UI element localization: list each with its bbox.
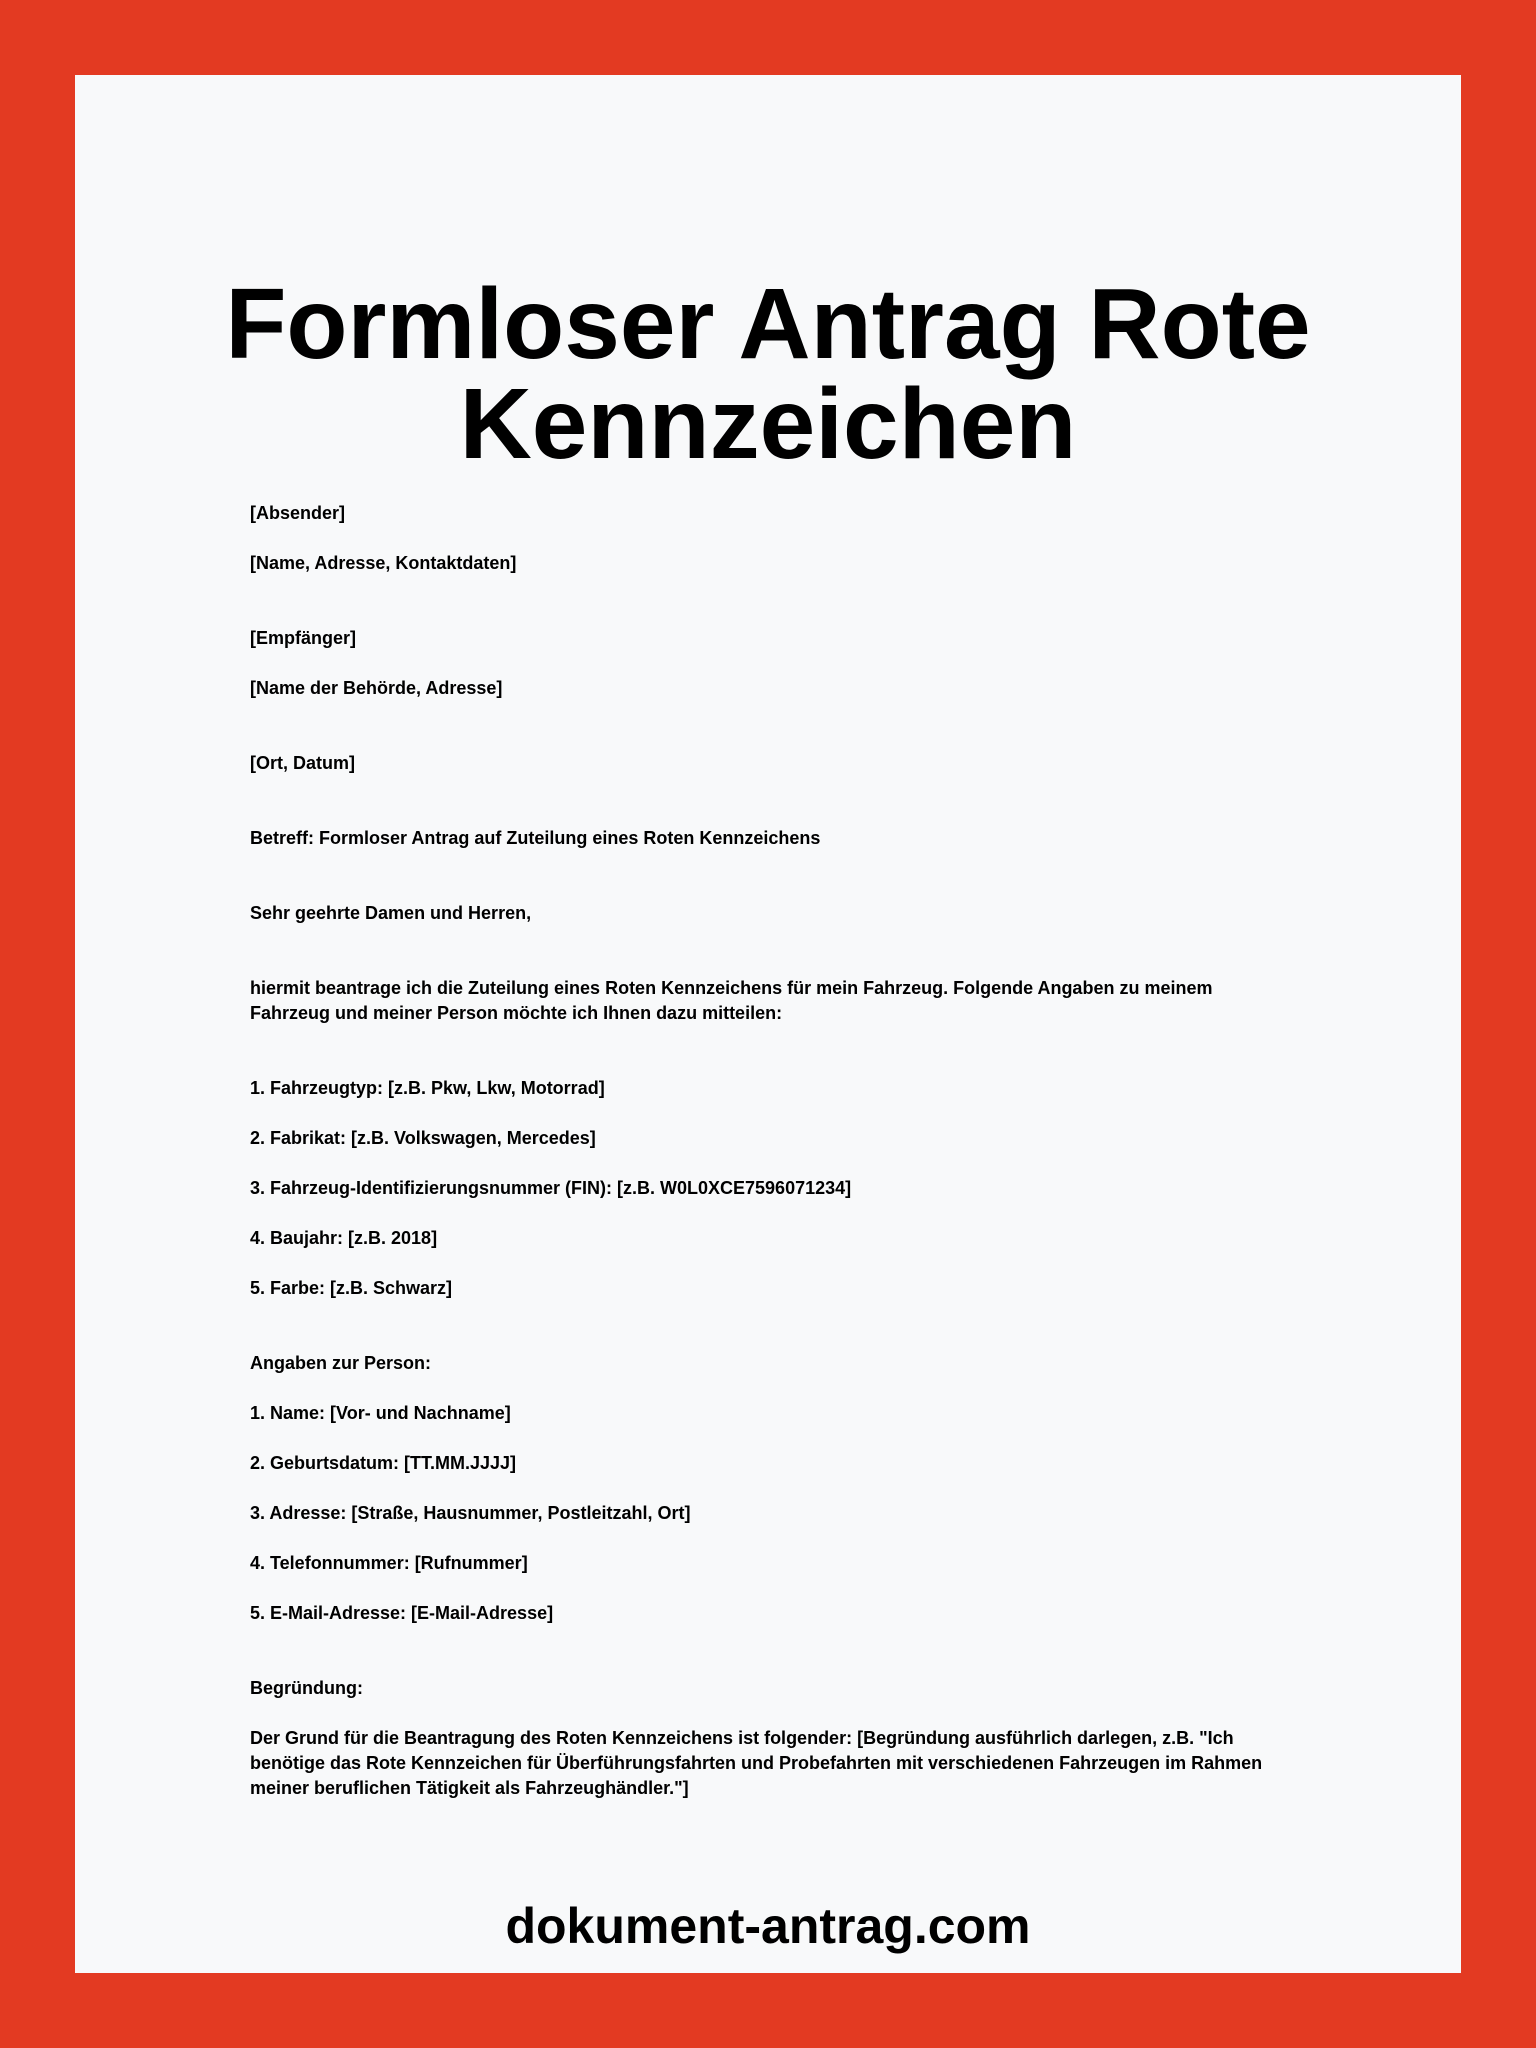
- vehicle-item: 2. Fabrikat: [z.B. Volkswagen, Mercedes]: [250, 1128, 596, 1148]
- person-item: 3. Adresse: [Straße, Hausnummer, Postleitzahl, Ort]: [250, 1503, 691, 1523]
- person-item: 2. Geburtsdatum: [TT.MM.JJJJ]: [250, 1453, 517, 1473]
- reason-heading: Begründung:: [250, 1678, 363, 1698]
- salutation: Sehr geehrte Damen und Herren,: [250, 903, 532, 923]
- reason-paragraph: Der Grund für die Beantragung des Roten Kennzeichens ist folgender: [Begründung ausführlich darlegen, z.B. "Ich benötige das Rote Kennzeichen für Überführungsfahrten und Probefahrten mit verschiedenen Fahrzeugen im Rahmen meiner beruflichen Tätigkeit als Fahrzeughändler."]: [250, 1728, 1263, 1798]
- vehicle-item: 4. Baujahr: [z.B. 2018]: [250, 1228, 438, 1248]
- person-heading: Angaben zur Person:: [250, 1353, 432, 1373]
- document-title: [75, 268, 1461, 480]
- recipient-label: [Empfänger]: [250, 628, 357, 648]
- vehicle-item: 5. Farbe: [z.B. Schwarz]: [250, 1278, 453, 1298]
- recipient-details: [Name der Behörde, Adresse]: [250, 678, 503, 698]
- sender-label: [Absender]: [250, 503, 346, 523]
- footer-website: dokument-antrag.com: [505, 1898, 1031, 1954]
- letter-body: [250, 501, 1290, 1826]
- intro-paragraph: hiermit beantrage ich die Zuteilung eines Roten Kennzeichens für mein Fahrzeug. Folgende Angaben zu meinem Fahrzeug und meiner Person möchte ich Ihnen dazu mitteilen:: [250, 978, 1213, 1023]
- subject-line: Betreff: Formloser Antrag auf Zuteilung eines Roten Kennzeichens: [250, 828, 821, 848]
- person-item: 4. Telefonnummer: [Rufnummer]: [250, 1553, 528, 1573]
- document-page: [75, 75, 1461, 1973]
- title-line-1: Formloser Antrag Rote: [225, 268, 1311, 380]
- person-item: 5. E-Mail-Adresse: [E-Mail-Adresse]: [250, 1603, 554, 1623]
- place-date: [Ort, Datum]: [250, 753, 355, 773]
- title-line-2: Kennzeichen: [459, 368, 1077, 480]
- sender-details: [Name, Adresse, Kontaktdaten]: [250, 553, 517, 573]
- vehicle-item: 1. Fahrzeugtyp: [z.B. Pkw, Lkw, Motorrad]: [250, 1078, 605, 1098]
- person-item: 1. Name: [Vor- und Nachname]: [250, 1403, 511, 1423]
- vehicle-item: 3. Fahrzeug-Identifizierungsnummer (FIN): [z.B. W0L0XCE7596071234]: [250, 1178, 852, 1198]
